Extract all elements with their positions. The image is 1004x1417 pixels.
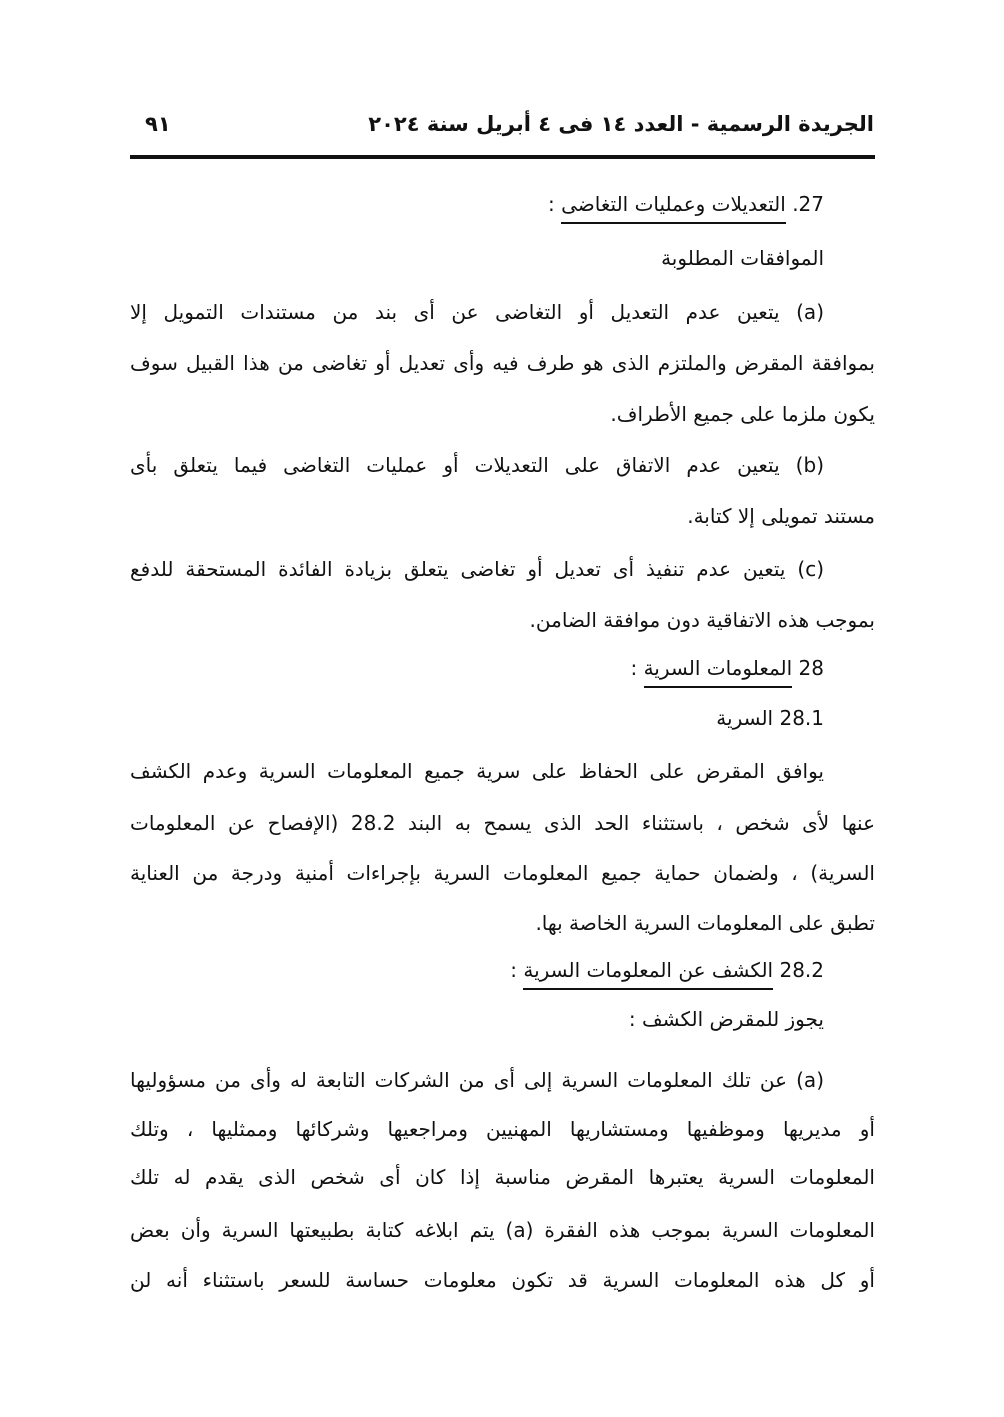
- paragraph-line: بموافقة المقرض والملتزم الذى هو طرف فيه وأى تعديل أو تغاضى من هذا القبيل سوف: [130, 351, 875, 375]
- colon: :: [630, 656, 638, 680]
- paragraph-line: يجوز للمقرض الكشف :: [628, 1007, 824, 1031]
- section-number: 27.: [792, 192, 824, 216]
- subheading: الموافقات المطلوبة: [661, 246, 824, 270]
- section-28-heading: [130, 651, 824, 685]
- page-number: ٩١: [145, 112, 171, 136]
- header-title: الجريدة الرسمية - العدد ١٤ فى ٤ أبريل سنة ٢٠٢٤: [368, 112, 874, 136]
- section-title: التعديلات وعمليات التغاضى: [561, 192, 786, 224]
- section-27-heading: [130, 187, 824, 221]
- section-number: 28.2: [779, 958, 824, 982]
- paragraph-line: أو كل هذه المعلومات السرية قد تكون معلومات حساسة للسعر باستثناء أنه لن: [130, 1268, 875, 1292]
- section-28-2-heading: [130, 953, 824, 987]
- section-title: الكشف عن المعلومات السرية: [523, 958, 773, 990]
- paragraph-line: المعلومات السرية بموجب هذه الفقرة (a) يتم ابلاغه كتابة بطبيعتها السرية وأن بعض: [130, 1218, 875, 1242]
- paragraph-line: يكون ملزما على جميع الأطراف.: [610, 402, 875, 426]
- colon: :: [548, 192, 555, 216]
- section-number: 28: [798, 656, 824, 680]
- paragraph-line: (a) عن تلك المعلومات السرية إلى أى من الشركات التابعة له وأى من مسؤوليها: [130, 1068, 824, 1092]
- header-rule: [130, 155, 875, 159]
- colon: :: [510, 958, 517, 982]
- paragraph-line: يوافق المقرض على الحفاظ على سرية جميع المعلومات السرية وعدم الكشف: [130, 759, 824, 783]
- paragraph-line: أو مديريها وموظفيها ومستشاريها المهنيين ومراجعيها وشركائها وممثليها ، وتلك: [130, 1117, 875, 1141]
- paragraph-line: (c) يتعين عدم تنفيذ أى تعديل أو تغاضى يتعلق بزيادة الفائدة المستحقة للدفع: [130, 557, 824, 581]
- paragraph-line: بموجب هذه الاتفاقية دون موافقة الضامن.: [529, 608, 875, 632]
- subsection-heading: 28.1 السرية: [716, 706, 824, 730]
- paragraph-line: السرية) ، ولضمان حماية جميع المعلومات السرية بإجراءات أمنية ودرجة من العناية: [130, 861, 875, 885]
- section-title: المعلومات السرية: [644, 656, 793, 688]
- paragraph-line: (b) يتعين عدم الاتفاق على التعديلات أو عمليات التغاضى فيما يتعلق بأى: [130, 453, 824, 477]
- paragraph-line: المعلومات السرية يعتبرها المقرض مناسبة إذا كان أى شخص الذى يقدم له تلك: [130, 1165, 875, 1189]
- paragraph-line: مستند تمويلى إلا كتابة.: [687, 504, 875, 528]
- paragraph-line: (a) يتعين عدم التعديل أو التغاضى عن أى بند من مستندات التمويل إلا: [130, 300, 824, 324]
- paragraph-line: عنها لأى شخص ، باستثناء الحد الذى يسمح به البند 28.2 (الإفصاح عن المعلومات: [130, 811, 876, 835]
- paragraph-line: تطبق على المعلومات السرية الخاصة بها.: [535, 911, 875, 935]
